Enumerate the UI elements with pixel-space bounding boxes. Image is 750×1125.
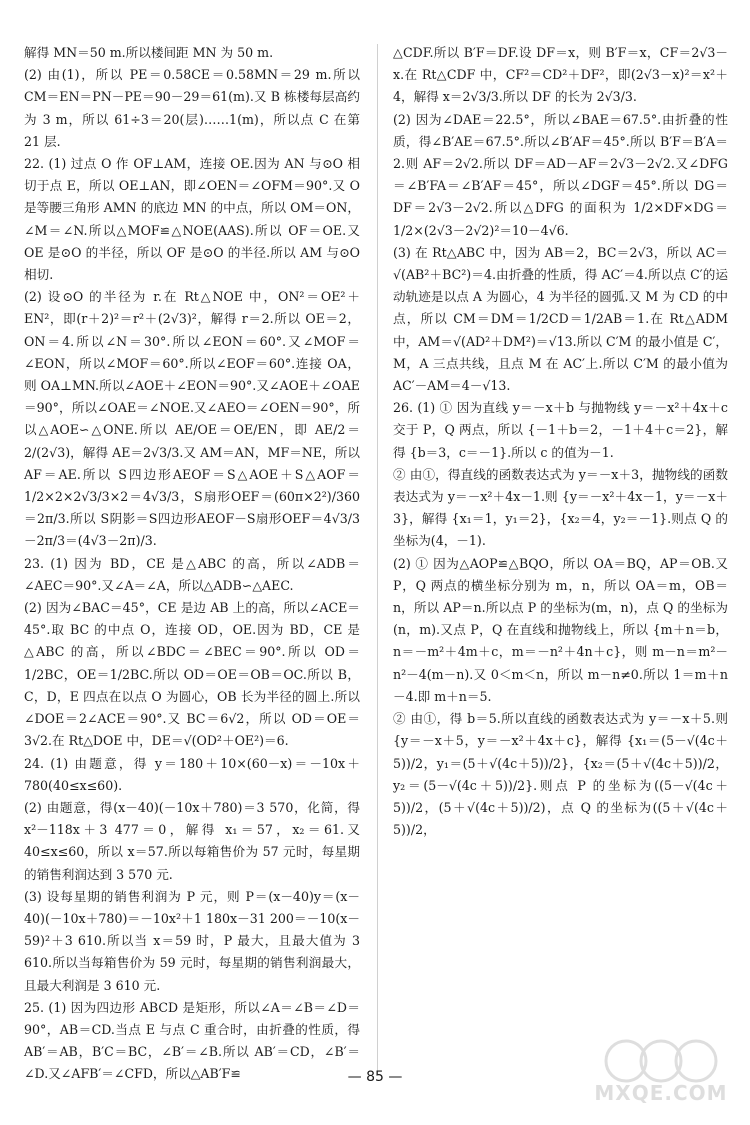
question-24-part-2: (2) 由题意，得(x－40)(－10x＋780)＝3 570，化简，得 x²－118x＋3 477＝0，解得 x₁＝57，x₂＝61.又 40≤x≤60，所以 x＝57.所以每箱售价为 57 元时，每星期的销售利润达到 3 570 元. <box>24 799 360 882</box>
question-22-part-2: (2) 设⊙O 的半径为 r.在 Rt△NOE 中，ON²＝OE²＋EN²，即(r＋2)²＝r²＋(2√3)²，解得 r＝2.所以 OE＝2，ON＝4.所以∠N＝30°.所以∠EON＝60°.又∠MOF＝∠EON，所以∠MOF＝60°.所以∠EOF＝60°.连接 OA，则 OA⊥MN.所以∠AOE＋∠EON＝90°.又∠AOE＋∠OAE＝90°，所以∠OAE＝∠NOE.又∠AEO＝∠OEN＝90°，所以△AOE∽△ONE.所以 AE/OE＝OE/EN，即 AE/2＝2/(2√3)，解得 AE＝2√3/3.又 AM＝AN，MF＝NE，所以 AF＝AE.所以 S四边形AEOF＝S△AOE＋S△AOF＝1/2×2×2√3/3×2＝4√3/3，S扇形OEF＝(60π×2²)/360＝2π/3.所以 S阴影＝S四边形AEOF－S扇形OEF＝4√3/3－2π/3＝(4√3－2π)/3. <box>24 289 360 549</box>
page-number: — 85 — <box>347 1069 403 1085</box>
watermark-logo <box>586 1037 736 1107</box>
question-24-part-1: 24. (1) 由题意，得 y＝180＋10×(60－x)＝－10x＋780(40≤x≤60). <box>24 755 360 793</box>
question-23-part-2: (2) 因为∠BAC＝45°，CE 是边 AB 上的高，所以∠ACE＝45°.取 BC 的中点 O，连接 OD，OE.因为 BD，CE 是△ABC 的高，所以∠BDC＝∠BEC＝90°.所以 OD＝1/2BC，OE＝1/2BC.所以 OD＝OE＝OB＝OC.所以 B，C，D，E 四点在以点 O 为圆心，OB 长为半径的圆上.所以∠DOE＝2∠ACE＝90°.又 BC＝6√2，所以 OD＝OE＝3√2.在 Rt△DOE 中，DE＝√(OD²＋OE²)＝6. <box>24 600 360 749</box>
question-26-part-2b: ② 由①，得 b＝5.所以直线的函数表达式为 y＝－x＋5.则 {y＝－x＋5，y＝－x²＋4x＋c}，解得 {x₁＝(5－√(4c＋5))/2，y₁＝(5＋√(4c＋5))/2}，{x₂＝(5＋√(4c＋5))/2，y₂＝(5－√(4c＋5))/2}.则点 P 的坐标为((5－√(4c＋5))/2，(5＋√(4c＋5))/2)，点 Q 的坐标为((5＋√(4c＋5))/2， <box>393 711 728 838</box>
paragraph: (2) 由(1)，所以 PE＝0.58CE＝0.58MN＝29 m.所以 CM＝EN＝PN－PE＝90－29＝61(m).又 B 栋楼每层高约为 3 m，所以 61÷3＝20(层)……1(m)，所以点 C 在第 21 层. <box>24 67 360 149</box>
paragraph: 解得 MN＝50 m.所以楼间距 MN 为 50 m. <box>24 45 274 60</box>
question-23-part-1: 23. (1) 因为 BD，CE 是△ABC 的高，所以∠ADB＝∠AEC＝90°.又∠A＝∠A，所以△ADB∽△AEC. <box>24 555 360 593</box>
watermark-seal-icon <box>586 1037 736 1085</box>
right-column <box>393 42 728 841</box>
question-25-part-2: (2) 因为∠DAE＝22.5°，所以∠BAE＝67.5°.由折叠的性质，得∠B′AE＝67.5°.所以∠B′AF＝45°.所以 B′F＝B′A＝2.则 AF＝2√2.所以 DF＝AD－AF＝2√3－2√2.又∠DFG＝∠B′FA＝∠B′AF＝45°，所以∠DGF＝45°.所以 DG＝DF＝2√3－2√2.所以△DFG 的面积为 1/2×DF×DG＝1/2×(2√3－2√2)²＝10－4√6. <box>393 111 728 238</box>
left-column <box>24 42 360 1086</box>
question-24-part-3: (3) 设每星期的销售利润为 P 元，则 P＝(x－40)y＝(x－40)(－10x＋780)＝－10x²＋1 180x－31 200＝－10(x－59)²＋3 610.所以当 x＝59 时，P 最大，且最大值为 3 610.所以当每箱售价为 59 元时，每星期的销售利润最大，且最大利润是 3 610 元. <box>24 888 360 993</box>
question-26-part-1a: 26. (1) ① 因为直线 y＝－x＋b 与抛物线 y＝－x²＋4x＋c 交于 P，Q 两点，所以 {－1＋b＝2，－1＋4＋c＝2}，解得 {b＝3，c＝－1}.所以 c 的值为－1. <box>393 400 728 460</box>
question-25-part-3: (3) 在 Rt△ABC 中，因为 AB＝2，BC＝2√3，所以 AC＝√(AB²＋BC²)＝4.由折叠的性质，得 AC′＝4.所以点 C′的运动轨迹是以点 A 为圆心，4 为半径的圆弧.又 M 为 CD 的中点，所以 CM＝DM＝1/2CD＝1/2AB＝1.在 Rt△ADM 中，AM＝√(AD²＋DM²)＝√13.所以 C′M 的最小值是 C′，M，A 三点共线，且点 M 在 AC′上.所以 C′M 的最小值为 AC′－AM＝4－√13. <box>393 244 728 394</box>
question-26-part-2a: (2) ① 因为△AOP≌△BQO，所以 OA＝BQ，AP＝OB.又 P，Q 两点的横坐标分别为 m，n，所以 OA＝m，OB＝n，所以 AP＝n.所以点 P 的坐标为(m，n)，点 Q 的坐标为(n，m).又点 P，Q 在直线和抛物线上，所以 {m＋n＝b，n＝－m²＋4m＋c，m＝－n²＋4n＋c}，则 m－n＝m²－n²－4(m－n).又 0＜m＜n，所以 m－n≠0.所以 1＝m＋n－4.即 m＋n＝5. <box>393 555 728 704</box>
question-26-part-1b: ② 由①，得直线的函数表达式为 y＝－x＋3，抛物线的函数表达式为 y＝－x²＋4x－1.则 {y＝－x²＋4x－1，y＝－x＋3}，解得 {x₁＝1，y₁＝2}，{x₂＝4，y₂＝－1}.则点 Q 的坐标为(4，－1). <box>393 466 728 549</box>
question-22-part-1: 22. (1) 过点 O 作 OF⊥AM，连接 OE.因为 AN 与⊙O 相切于点 E，所以 OE⊥AN，即∠OEN＝∠OFM＝90°.又 O 是等腰三角形 AMN 的底边 MN 的中点，所以 OM＝ON，∠M＝∠N.所以△MOF≌△NOE(AAS).所以 OF＝OE.又 OE 是⊙O 的半径，所以 OF 是⊙O 的半径.所以 AM 与⊙O 相切. <box>24 156 360 283</box>
watermark-text: MXQE.COM <box>594 1081 728 1105</box>
question-25-part-1-cont: △CDF.所以 B′F＝DF.设 DF＝x，则 B′F＝x，CF＝2√3－x.在 Rt△CDF 中，CF²＝CD²＋DF²，即(2√3－x)²＝x²＋4，解得 x＝2√3/3.所以 DF 的长为 2√3/3. <box>393 45 728 105</box>
column-divider <box>377 44 378 1074</box>
question-25-part-1: 25. (1) 因为四边形 ABCD 是矩形，所以∠A＝∠B＝∠D＝90°，AB＝CD.当点 E 与点 C 重合时，由折叠的性质，得 AB′＝AB，B′C＝BC，∠B′＝∠B.所以 AB′＝CD，∠B′＝∠D.又∠AFB′＝∠CFD，所以△AB′F≌ <box>24 999 360 1082</box>
